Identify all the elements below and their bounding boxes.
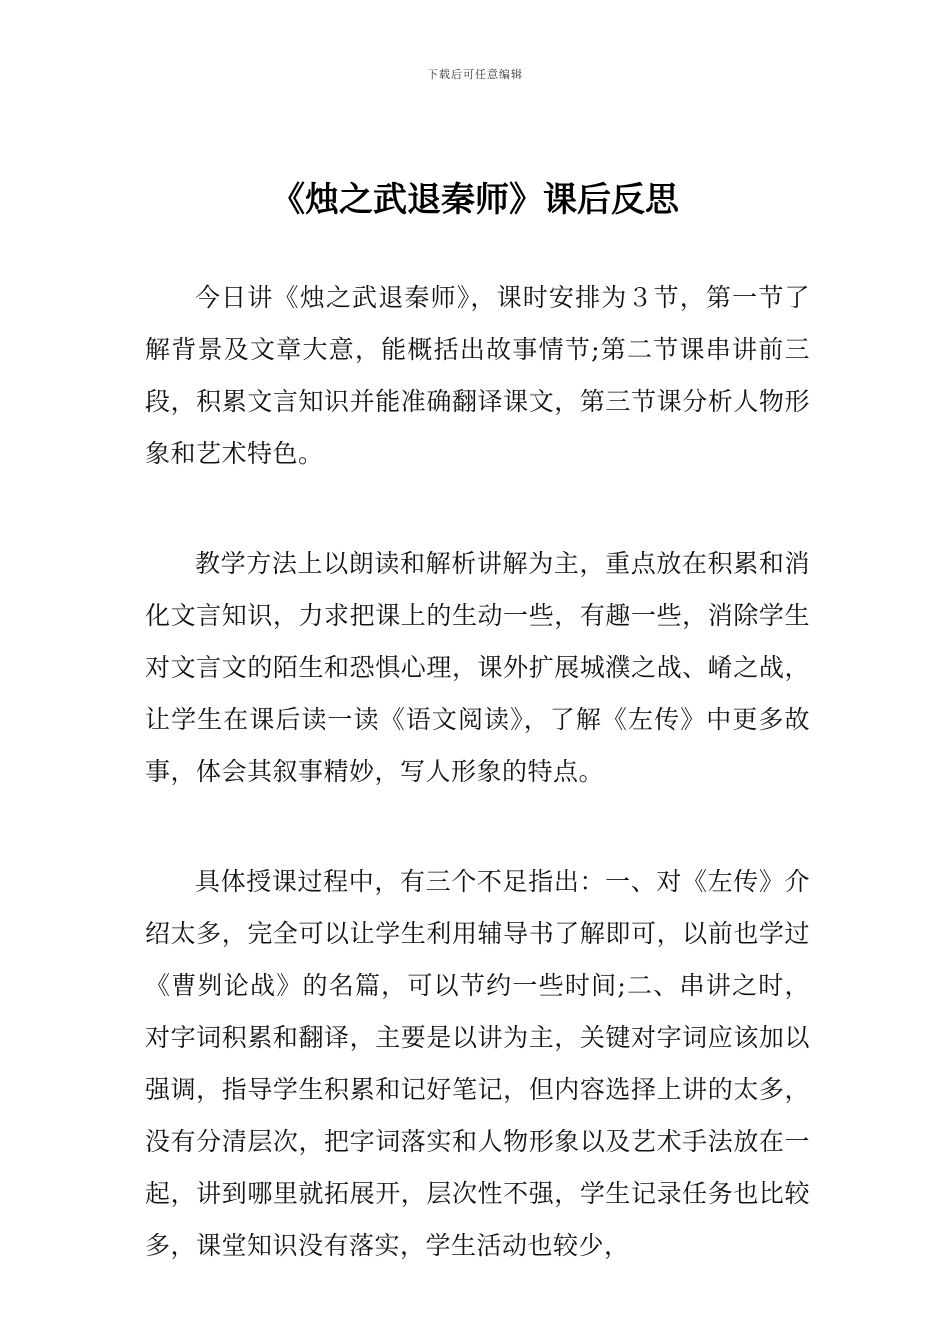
document-body [145,272,810,1330]
paragraph-2: 教学方法上以朗读和解析讲解为主，重点放在积累和消化文言知识，力求把课上的生动一些，有趣一些，消除学生对文言文的陌生和恐惧心理，课外扩展城濮之战、崤之战，让学生在课后读一读《语文阅读》，了解《左传》中更多故事，体会其叙事精妙，写人形象的特点。 [145,549,810,786]
paragraph-3: 具体授课过程中，有三个不足指出：一、对《左传》介绍太多，完全可以让学生利用辅导书了解即可，以前也学过《曹刿论战》的名篇，可以节约一些时间;二、串讲之时，对字词积累和翻译，主要是以讲为主，关键对字词应该加以强调，指导学生积累和记好笔记，但内容选择上讲的太多，没有分清层次，把字词落实和人物形象以及艺术手法放在一起，讲到哪里就拓展开，层次性不强，学生记录任务也比较多，课堂知识没有落实，学生活动也较少， [145,867,810,1260]
page-header-note: 下载后可任意编辑 [427,68,523,81]
paragraph-1: 今日讲《烛之武退秦师》，课时安排为３节，第一节了解背景及文章大意，能概括出故事情节;第二节课串讲前三段，积累文言知识并能准确翻译课文，第三节课分析人物形象和艺术特色。 [145,283,810,468]
document-title: 《烛之武退秦师》课后反思 [271,180,679,220]
